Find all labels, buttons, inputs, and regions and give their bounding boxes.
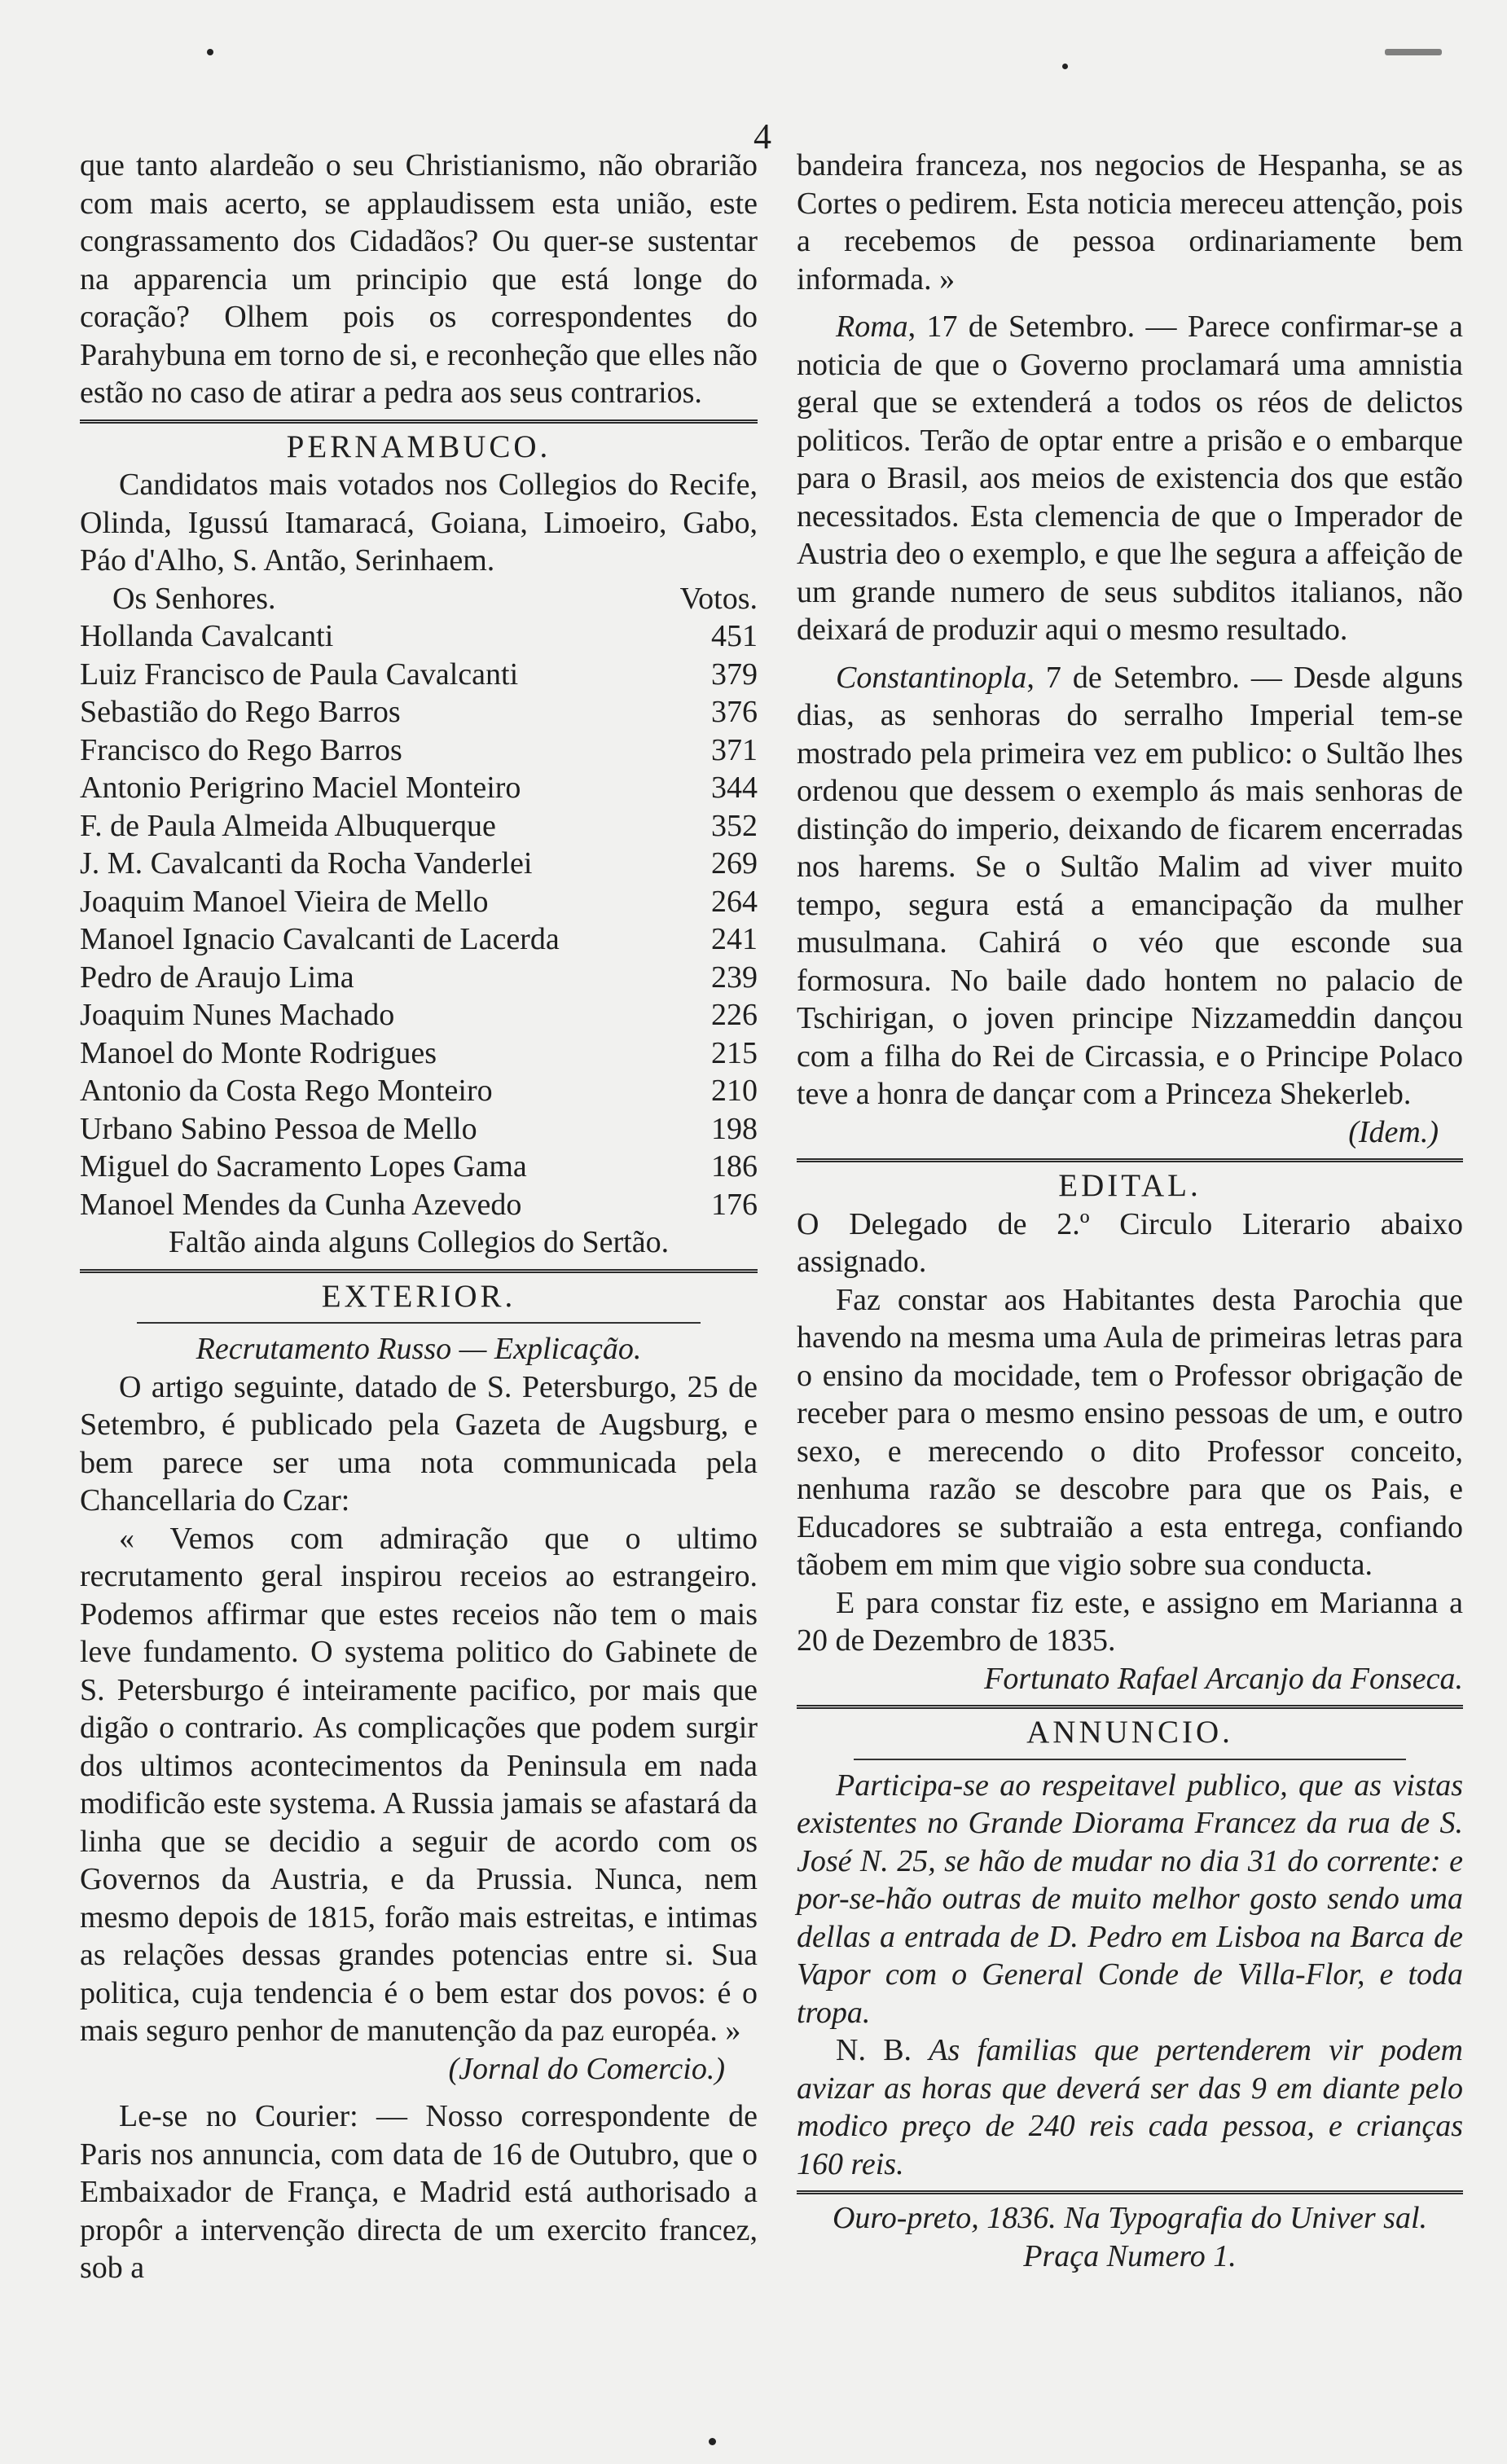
nb-label: N. B. xyxy=(836,2033,912,2067)
candidate-name: Joaquim Nunes Machado xyxy=(80,998,395,1032)
constantinopla-text: , 7 de Setembro. — Desde alguns dias, as senhoras do serralho Imperial tem-se mostrado pela primeira vez em publico: o Sultão lhes ordenou que dessem o exemplo ás mais senhoras de distinção do imperio, deixando de ficarem encerradas nos harems. Se o Sultão Malim ad viver muito tempo, segura está a emancipação da mulher musulmana. Cahirá o véo que esconde sua formosura. No baile dado hontem no palacio de Tschirigan, o joven principe Nizzameddin dançou com a filha do Rei de Circassia, e o Principe Polaco teve a honra de dançar com a Princeza Shekerleb. xyxy=(797,660,1463,1111)
candidate-name: Manoel Ignacio Cavalcanti de Lacerda xyxy=(80,922,560,956)
annuncio-heading: ANNUNCIO. xyxy=(1026,1715,1233,1750)
candidate-name: Manoel do Monte Rodrigues xyxy=(80,1035,437,1070)
candidate-name: Manoel Mendes da Cunha Azevedo xyxy=(80,1187,522,1222)
constantinopla-place: Constantinopla xyxy=(836,660,1027,695)
candidate-name: Antonio Perigrino Maciel Monteiro xyxy=(80,771,521,805)
candidate-votes: 215 xyxy=(711,1035,758,1070)
candidate-row xyxy=(80,769,758,807)
candidate-row xyxy=(80,1110,758,1149)
section-divider xyxy=(80,419,758,424)
section-divider xyxy=(797,2190,1463,2194)
candidate-votes: 371 xyxy=(711,732,758,767)
candidate-row xyxy=(80,1034,758,1073)
exterior-source: (Jornal do Comercio.) xyxy=(448,2051,725,2086)
right-column xyxy=(797,147,1463,2275)
pernambuco-footer-note: Faltão ainda alguns Collegios do Sertão. xyxy=(168,1225,670,1259)
candidate-votes: 239 xyxy=(711,960,758,995)
heading-underline xyxy=(137,1322,701,1324)
intro-paragraph: que tanto alardeão o seu Christianismo, não obrarião com mais acerto, se applaudissem esta união, este congrassamento dos Cidadãos? Ou quer-se sustentar na apparencia um principio que está longe do coração? Olhem pois os correspondentes do Parahybuna em torno de si, e reconheção que elles não estão no caso de atirar a pedra aos seus contrarios. xyxy=(80,148,758,410)
votes-header-row xyxy=(80,580,758,618)
candidate-votes: 210 xyxy=(711,1074,758,1108)
votes-column-header: Votos. xyxy=(679,581,758,616)
candidate-votes: 352 xyxy=(711,808,758,843)
candidate-votes: 198 xyxy=(711,1111,758,1146)
annuncio-nb xyxy=(797,2031,1463,2183)
candidate-votes: 241 xyxy=(711,922,758,956)
candidate-row xyxy=(80,656,758,694)
continued-paragraph: bandeira franceza, nos negocios de Hespanha, se as Cortes o pedirem. Esta noticia mereceu attenção, pois a recebemos de pessoa ordinariamente bem informada. » xyxy=(797,148,1463,296)
roma-text: , 17 de Setembro. — Parece confirmar-se a noticia de que o Governo proclamará uma amnistia geral que se extenderá a todos os réos de delictos politicos. Terão de optar entre a prisão e o embarque para o Brasil, aos meios de existencia dos que estão necessitados. Esta clemencia de que o Imperador de Austria deo o exemplo, e que lhe segura a affeição de um grande numero de seus subditos italianos, não deixará de produzir aqui o mesmo resultado. xyxy=(797,310,1463,647)
roma-paragraph xyxy=(797,308,1463,649)
candidate-votes: 176 xyxy=(711,1187,758,1222)
ink-spot xyxy=(207,49,213,55)
edital-paragraph-2: Faz constar aos Habitantes desta Parochia que havendo na mesma uma Aula de primeiras letras para o ensino da mocidade, tem o Professor obrigação de receber para o mesmo ensino pessoas de um, e outro sexo, e merecendo o dito Professor conceito, nenhuma razão se descobre para que os Pais, e Educadores se subtraião a esta entrega, confiando tãobem em mim que vigio sobre sua conducta. xyxy=(797,1282,1463,1582)
section-divider xyxy=(797,1705,1463,1709)
ink-spot xyxy=(1385,49,1442,55)
candidate-votes: 226 xyxy=(711,998,758,1032)
section-divider xyxy=(797,1158,1463,1162)
candidate-row xyxy=(80,1148,758,1186)
candidate-name: Antonio da Costa Rego Monteiro xyxy=(80,1074,493,1108)
candidate-votes: 379 xyxy=(711,657,758,692)
candidate-row xyxy=(80,1186,758,1224)
candidate-name: Joaquim Manoel Vieira de Mello xyxy=(80,884,489,919)
candidate-row xyxy=(80,617,758,656)
candidate-row xyxy=(80,693,758,731)
imprint: Ouro-preto, 1836. Na Typografia do Univer sal. Praça Numero 1. xyxy=(832,2201,1428,2273)
candidate-votes: 376 xyxy=(711,695,758,729)
exterior-quote: « Vemos com admiração que o ultimo recrutamento geral inspirou receios ao estrangeiro. Podemos affirmar que estes receios não tem o mais leve fundamento. O systema politico do Gabinete de S. Petersburgo é inteiramente pacifico, por mais que digão o contrario. As complicações que podem surgir dos ultimos acontecimentos da Peninsula em nada modificão este systema. A Russia jamais se afastará da linha que se decidio a seguir de acordo com os Governos da Austria, e da Prussia. Nunca, nem mesmo depois de 1815, forão mais estreitas, e intimas as relações dessas grandes potencias entre si. Sua politica, cuja tendencia é o bem estar dos povos: é o mais seguro penhor de manutenção da paz européa. » xyxy=(80,1521,758,2048)
candidate-row xyxy=(80,1072,758,1110)
candidate-name: Sebastião do Rego Barros xyxy=(80,695,401,729)
annuncio-paragraph: Participa-se ao respeitavel publico, que as vistas existentes no Grande Diorama Francez da rua de S. José N. 25, se hão de mudar no dia 31 do corrente: e por-se-hão outras de muito melhor gosto sendo uma dellas a entrada de D. Pedro em Lisboa na Barca de Vapor com o General Conde de Villa-Flor, e toda tropa. xyxy=(797,1768,1463,2030)
candidate-row xyxy=(80,959,758,997)
heading-underline xyxy=(854,1759,1406,1760)
candidate-row xyxy=(80,996,758,1034)
edital-heading: EDITAL. xyxy=(1058,1168,1202,1203)
section-divider xyxy=(80,1269,758,1273)
exterior-paragraph-1: O artigo seguinte, datado de S. Petersburgo, 25 de Setembro, é publicado pela Gazeta de Augsburg, e bem parece ser uma nota communicada pela Chancellaria do Czar: xyxy=(80,1369,758,1517)
candidate-votes: 186 xyxy=(711,1149,758,1184)
ink-spot xyxy=(1062,64,1068,69)
candidate-row xyxy=(80,920,758,959)
names-column-header: Os Senhores. xyxy=(112,581,276,616)
candidate-name: Urbano Sabino Pessoa de Mello xyxy=(80,1111,477,1146)
candidate-name: Hollanda Cavalcanti xyxy=(80,619,334,653)
constantinopla-paragraph xyxy=(797,659,1463,1113)
candidate-row xyxy=(80,731,758,770)
candidate-name: F. de Paula Almeida Albuquerque xyxy=(80,808,496,843)
page-number: 4 xyxy=(754,116,771,156)
candidate-row xyxy=(80,883,758,921)
candidate-name: Francisco do Rego Barros xyxy=(80,732,402,767)
courier-paragraph: Le-se no Courier: — Nosso correspondente de Paris nos annuncia, com data de 16 de Outubro, que o Embaixador de França, e Madrid está authorisado a propôr a intervenção directa de um exercito francez, sob a xyxy=(80,2099,758,2285)
candidate-votes: 264 xyxy=(711,884,758,919)
exterior-heading: EXTERIOR. xyxy=(321,1278,516,1314)
candidate-votes: 269 xyxy=(711,846,758,881)
pernambuco-intro: Candidatos mais votados nos Collegios do Recife, Olinda, Igussú Itamaracá, Goiana, Limoeiro, Gabo, Páo d'Alho, S. Antão, Serinhaem. xyxy=(80,468,758,578)
exterior-subheading: Recrutamento Russo — Explicação. xyxy=(196,1332,642,1366)
candidate-name: Pedro de Araujo Lima xyxy=(80,960,354,995)
candidate-name: J. M. Cavalcanti da Rocha Vanderlei xyxy=(80,846,533,881)
candidates-list xyxy=(80,617,758,1223)
pernambuco-heading: PERNAMBUCO. xyxy=(286,428,551,464)
nb-text: As familias que pertenderem vir podem avizar as horas que deverá ser das 9 em diante pelo modico preço de 240 reis cada pessoa, e crianças 160 reis. xyxy=(797,2033,1464,2181)
edital-paragraph-1: O Delegado de 2.º Circulo Literario abaixo assignado. xyxy=(797,1206,1463,1279)
candidate-row xyxy=(80,845,758,883)
edital-signature: Fortunato Rafael Arcanjo da Fonseca. xyxy=(984,1661,1463,1696)
candidate-row xyxy=(80,807,758,845)
candidate-votes: 451 xyxy=(711,619,758,653)
candidate-name: Luiz Francisco de Paula Cavalcanti xyxy=(80,657,519,692)
left-column xyxy=(80,147,758,2287)
edital-paragraph-3: E para constar fiz este, e assigno em Marianna a 20 de Dezembro de 1835. xyxy=(797,1585,1463,1658)
constantinopla-source: (Idem.) xyxy=(1348,1114,1439,1149)
candidate-name: Miguel do Sacramento Lopes Gama xyxy=(80,1149,527,1184)
candidate-votes: 344 xyxy=(711,771,758,805)
roma-place: Roma xyxy=(836,310,908,344)
ink-spot xyxy=(709,2438,716,2445)
